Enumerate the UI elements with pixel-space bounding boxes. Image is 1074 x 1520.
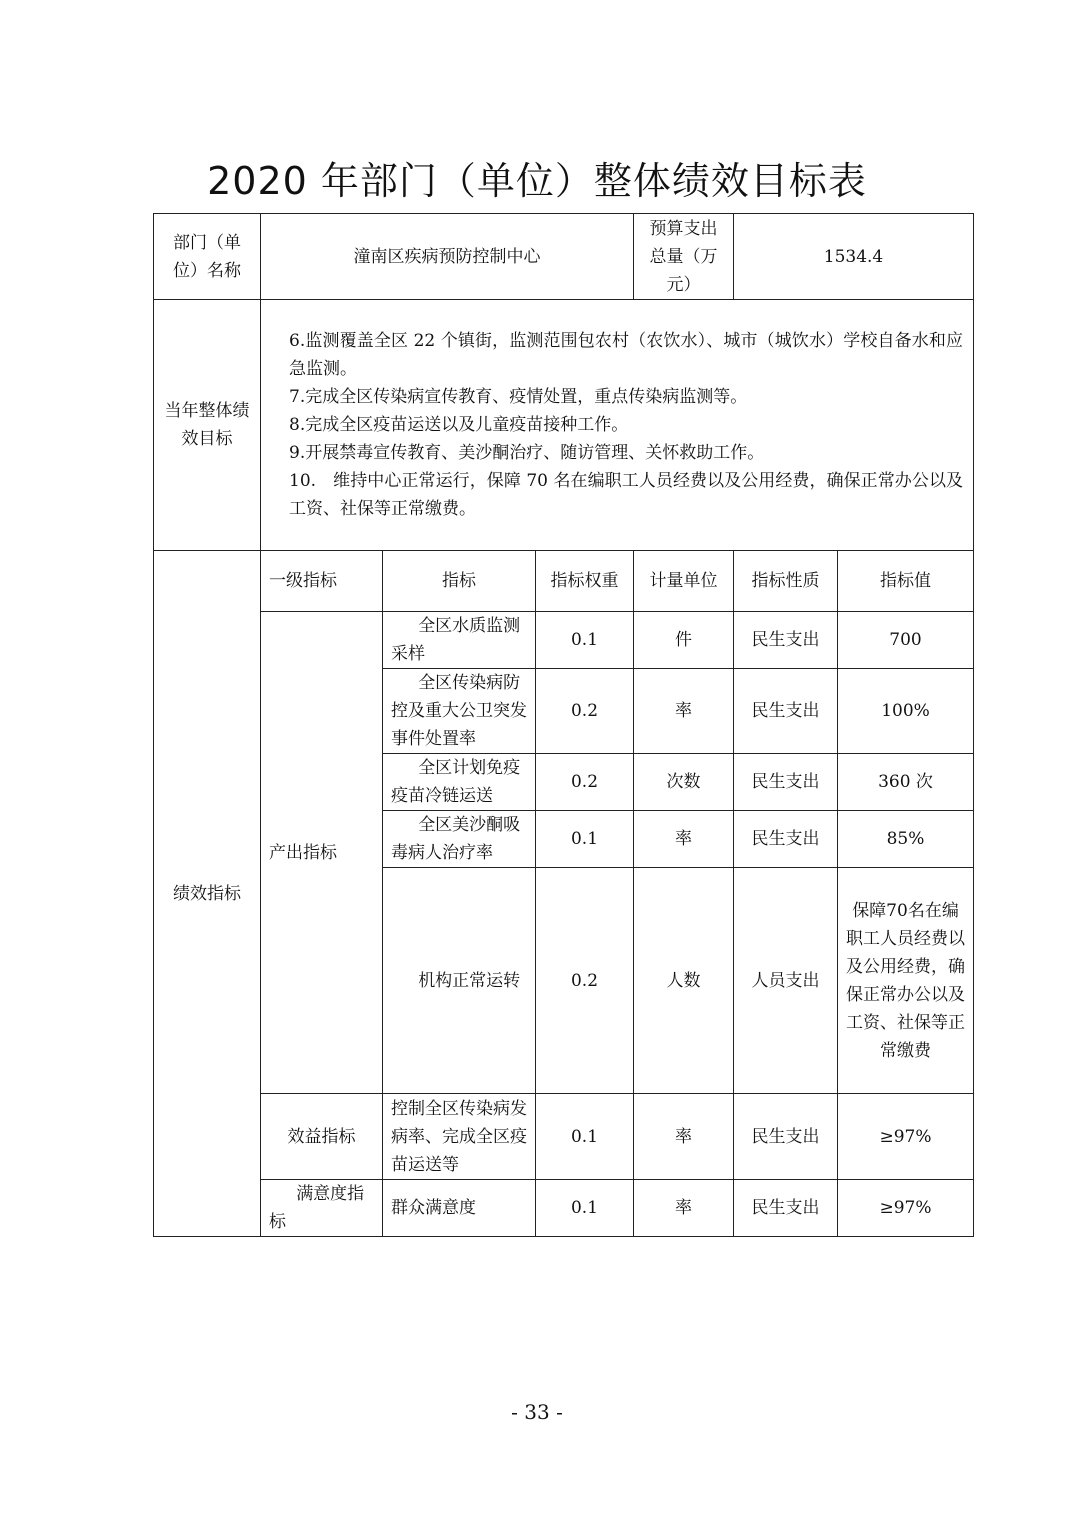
group-benefit-label: 效益指标 bbox=[261, 1094, 383, 1180]
indicator-value: 保障70名在编职工人员经费以及公用经费，确保正常办公以及工资、社保等正常缴费 bbox=[838, 868, 974, 1094]
budget-label: 预算支出总量（万元） bbox=[634, 214, 734, 300]
indicator-value: 700 bbox=[838, 612, 974, 669]
column-header: 指标 bbox=[383, 551, 536, 612]
column-header: 指标权重 bbox=[536, 551, 634, 612]
indicator-weight: 0.2 bbox=[536, 754, 634, 811]
goal-item: 9.开展禁毒宣传教育、美沙酮治疗、随访管理、关怀救助工作。 bbox=[289, 443, 765, 463]
indicator-value: ≥97% bbox=[838, 1180, 974, 1237]
indicator-nature: 民生支出 bbox=[734, 1094, 838, 1180]
indicator-name: 全区计划免疫疫苗冷链运送 bbox=[383, 754, 536, 811]
indicator-unit: 次数 bbox=[634, 754, 734, 811]
performance-target-table bbox=[153, 213, 974, 1237]
goal-item: 6.监测覆盖全区 22 个镇街，监测范围包农村（农饮水）、城市（城饮水）学校自备水和应急监测。 bbox=[289, 331, 964, 379]
indicator-weight: 0.2 bbox=[536, 669, 634, 754]
column-header: 指标值 bbox=[838, 551, 974, 612]
indicator-nature: 民生支出 bbox=[734, 612, 838, 669]
indicator-unit: 率 bbox=[634, 1180, 734, 1237]
indicator-nature: 人员支出 bbox=[734, 868, 838, 1094]
goal-item: 10. 维持中心正常运行，保障 70 名在编职工人员经费以及公用经费，确保正常办公以及工资、社保等正常缴费。 bbox=[289, 471, 964, 519]
column-header: 一级指标 bbox=[261, 551, 383, 612]
indicator-name: 全区美沙酮吸毒病人治疗率 bbox=[383, 811, 536, 868]
page-title: 2020 年部门（单位）整体绩效目标表 bbox=[207, 159, 867, 203]
group-satisfaction-label: 满意度指标 bbox=[261, 1180, 383, 1237]
indicator-nature: 民生支出 bbox=[734, 811, 838, 868]
indicator-name: 群众满意度 bbox=[383, 1180, 536, 1237]
indicator-name: 全区水质监测采样 bbox=[383, 612, 536, 669]
goals-label: 当年整体绩效目标 bbox=[154, 300, 261, 551]
indicator-weight: 0.1 bbox=[536, 811, 634, 868]
goal-item: 7.完成全区传染病宣传教育、疫情处置，重点传染病监测等。 bbox=[289, 387, 748, 407]
column-header: 计量单位 bbox=[634, 551, 734, 612]
indicator-name: 机构正常运转 bbox=[383, 868, 536, 1094]
indicator-value: 360 次 bbox=[838, 754, 974, 811]
page-number: - 33 - bbox=[511, 1400, 563, 1424]
indicator-unit: 件 bbox=[634, 612, 734, 669]
indicator-nature: 民生支出 bbox=[734, 1180, 838, 1237]
indicator-value: 100% bbox=[838, 669, 974, 754]
indicator-unit: 人数 bbox=[634, 868, 734, 1094]
indicator-header-row bbox=[154, 551, 974, 612]
indicators-section-label: 绩效指标 bbox=[154, 551, 261, 1237]
indicator-value: ≥97% bbox=[838, 1094, 974, 1180]
indicator-weight: 0.2 bbox=[536, 868, 634, 1094]
goal-item: 8.完成全区疫苗运送以及儿童疫苗接种工作。 bbox=[289, 415, 629, 435]
indicator-weight: 0.1 bbox=[536, 1180, 634, 1237]
indicator-unit: 率 bbox=[634, 669, 734, 754]
dept-name: 潼南区疾病预防控制中心 bbox=[261, 214, 634, 300]
header-row bbox=[154, 214, 974, 300]
indicator-weight: 0.1 bbox=[536, 1094, 634, 1180]
goals-content bbox=[261, 300, 974, 551]
indicator-value: 85% bbox=[838, 811, 974, 868]
column-header: 指标性质 bbox=[734, 551, 838, 612]
table-row bbox=[154, 612, 974, 669]
indicator-nature: 民生支出 bbox=[734, 754, 838, 811]
indicator-unit: 率 bbox=[634, 1094, 734, 1180]
budget-value: 1534.4 bbox=[734, 214, 974, 300]
goals-row bbox=[154, 300, 974, 551]
table-row bbox=[154, 1094, 974, 1180]
indicator-name: 全区传染病防控及重大公卫突发事件处置率 bbox=[383, 669, 536, 754]
indicator-nature: 民生支出 bbox=[734, 669, 838, 754]
indicator-weight: 0.1 bbox=[536, 612, 634, 669]
dept-label: 部门（单位）名称 bbox=[154, 214, 261, 300]
indicator-unit: 率 bbox=[634, 811, 734, 868]
indicator-name: 控制全区传染病发病率、完成全区疫苗运送等 bbox=[383, 1094, 536, 1180]
table-row bbox=[154, 1180, 974, 1237]
group-output-label: 产出指标 bbox=[261, 612, 383, 1094]
